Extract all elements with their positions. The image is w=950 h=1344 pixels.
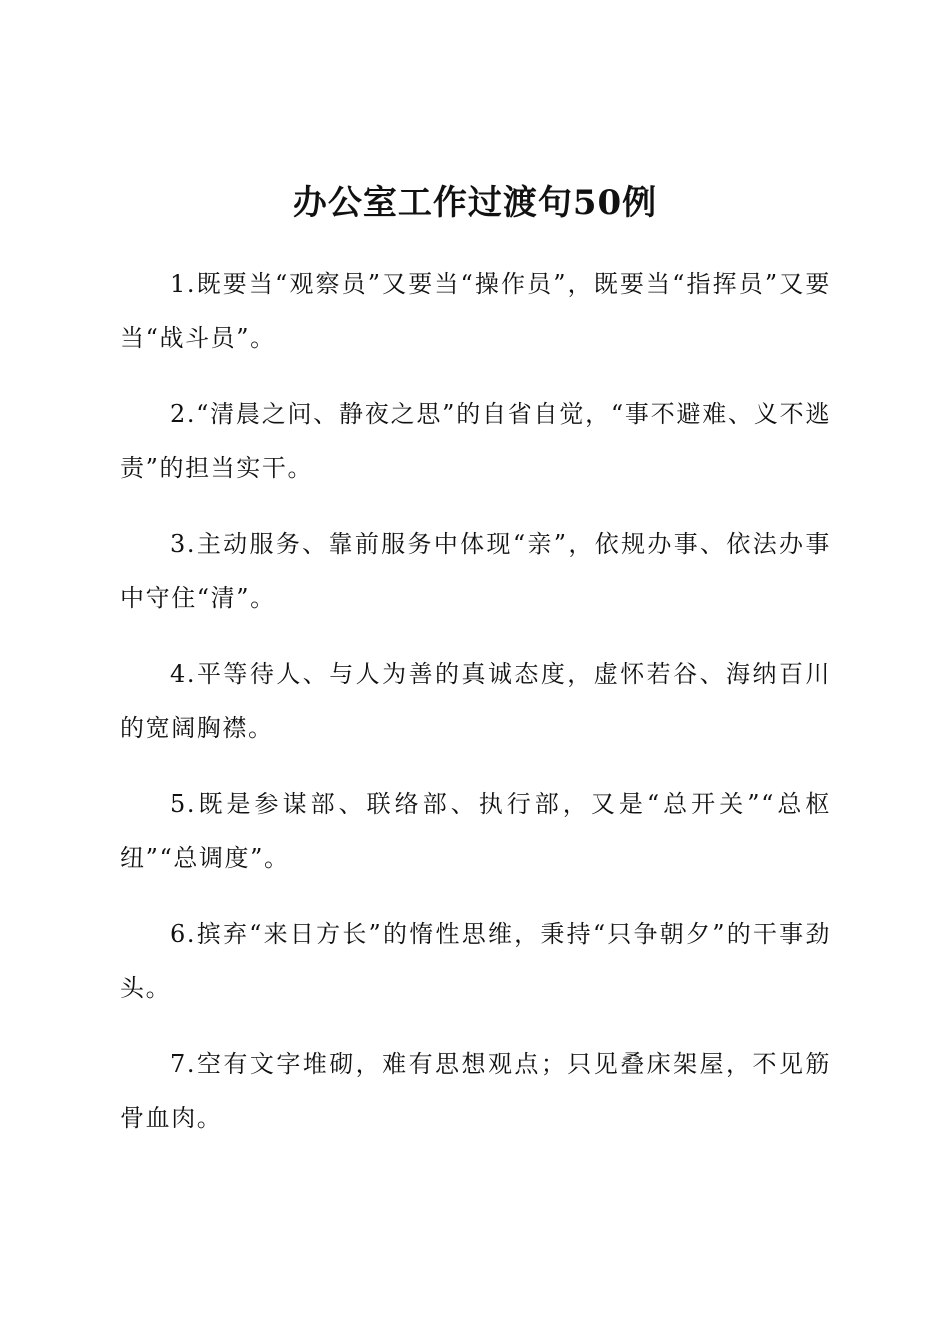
- document-title: 办公室工作过渡句50例: [292, 183, 658, 223]
- list-item: 5.既是参谋部、联络部、执行部，又是“总开关”“总枢纽”“总调度”。: [120, 790, 831, 872]
- list-item: 2.“清晨之问、静夜之思”的自省自觉，“事不避难、义不逃责”的担当实干。: [120, 400, 831, 482]
- list-item: 1.既要当“观察员”又要当“操作员”，既要当“指挥员”又要当“战斗员”。: [120, 270, 831, 352]
- list-item: 4.平等待人、与人为善的真诚态度，虚怀若谷、海纳百川的宽阔胸襟。: [120, 660, 831, 742]
- list-item: 6.摈弃“来日方长”的惰性思维，秉持“只争朝夕”的干事劲头。: [120, 920, 831, 1002]
- item-list: [120, 257, 831, 1167]
- list-item: 7.空有文字堆砌，难有思想观点；只见叠床架屋，不见筋骨血肉。: [120, 1050, 831, 1132]
- list-item: 3.主动服务、靠前服务中体现“亲”，依规办事、依法办事中守住“清”。: [120, 530, 831, 612]
